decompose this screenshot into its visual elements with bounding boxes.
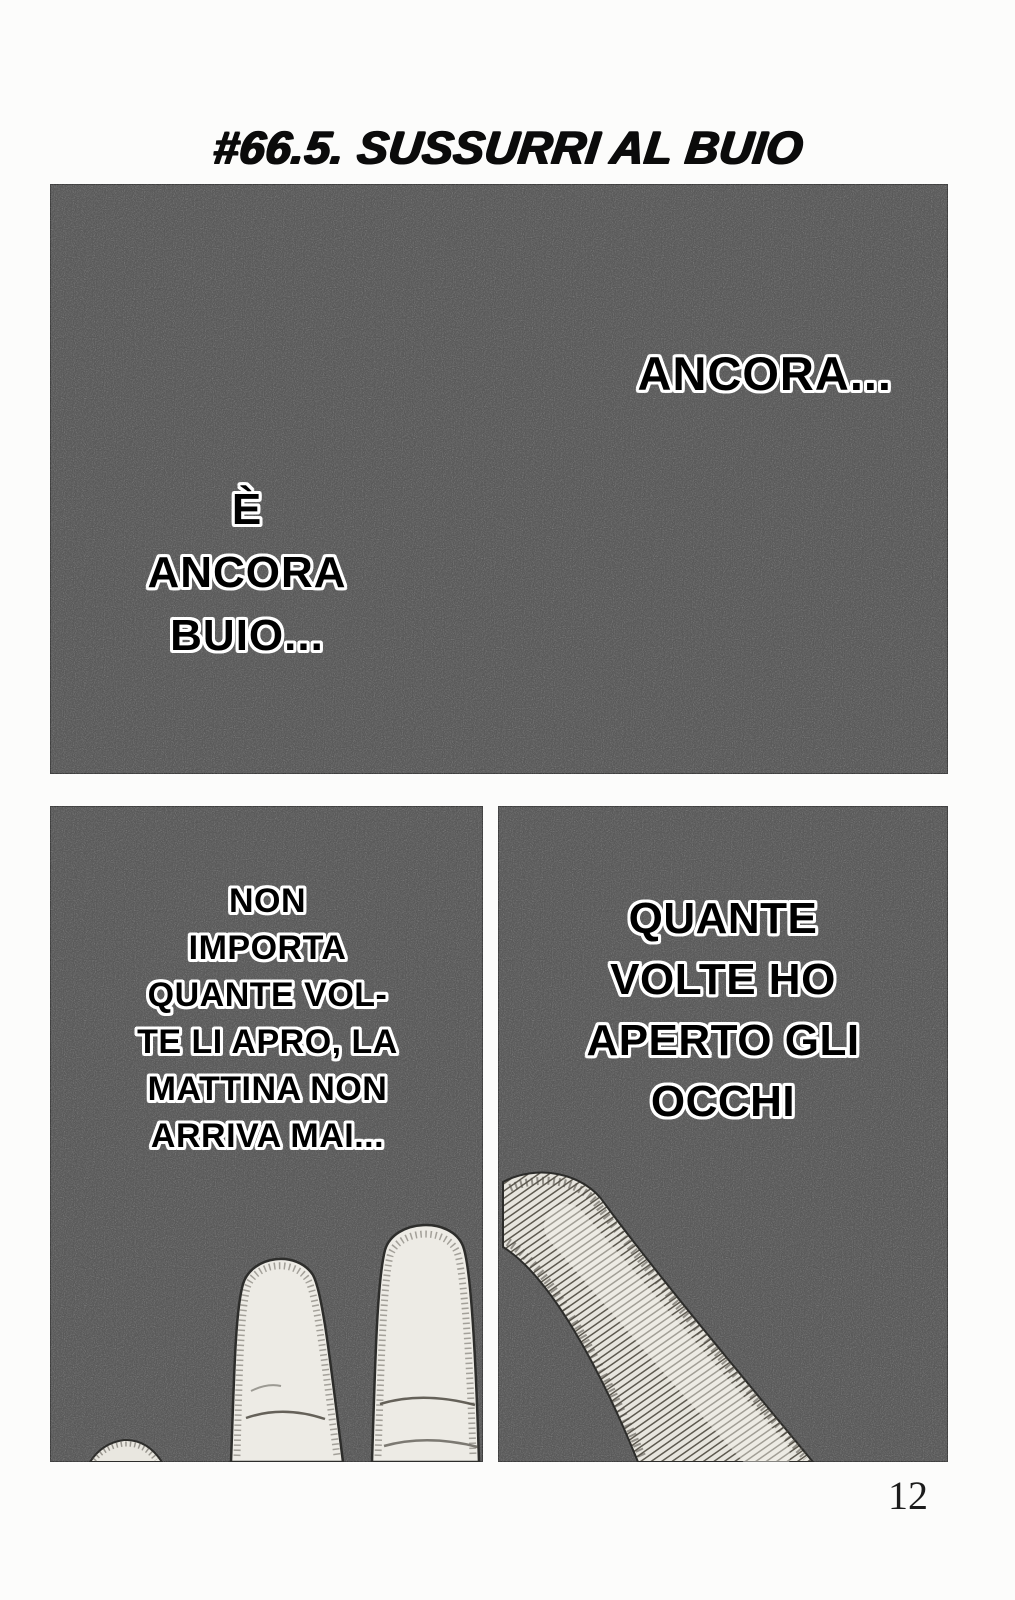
caption-line: BUIO... bbox=[170, 611, 324, 660]
caption-line: È bbox=[231, 485, 263, 534]
page-number: 12 bbox=[888, 1473, 928, 1518]
caption-line: OCCHI bbox=[650, 1077, 796, 1126]
caption-line: ARRIVA MAI... bbox=[150, 1117, 385, 1155]
caption-line: NON bbox=[228, 882, 307, 920]
chapter-title: #66.5. SUSSURRI AL BUIO bbox=[209, 121, 806, 173]
panel-3 bbox=[498, 806, 948, 1462]
caption-line: MATTINA NON bbox=[147, 1070, 388, 1108]
caption-line: IMPORTA bbox=[188, 929, 347, 967]
panel-1 bbox=[50, 184, 948, 774]
caption-ancora bbox=[638, 346, 892, 401]
caption-e-ancora-buio bbox=[108, 478, 386, 667]
thumb-illustration bbox=[498, 806, 948, 1462]
panel-2 bbox=[50, 806, 483, 1462]
caption-line: VOLTE HO bbox=[610, 955, 836, 1004]
caption-line: ANCORA bbox=[147, 548, 347, 597]
caption-line: APERTO GLI bbox=[586, 1016, 860, 1065]
caption-line: TE LI APRO, LA bbox=[137, 1023, 398, 1061]
caption-line: QUANTE VOL- bbox=[147, 976, 388, 1014]
caption-line: ANCORA... bbox=[637, 347, 892, 400]
fingertips-illustration bbox=[50, 806, 483, 1462]
caption-line: QUANTE bbox=[628, 894, 818, 943]
